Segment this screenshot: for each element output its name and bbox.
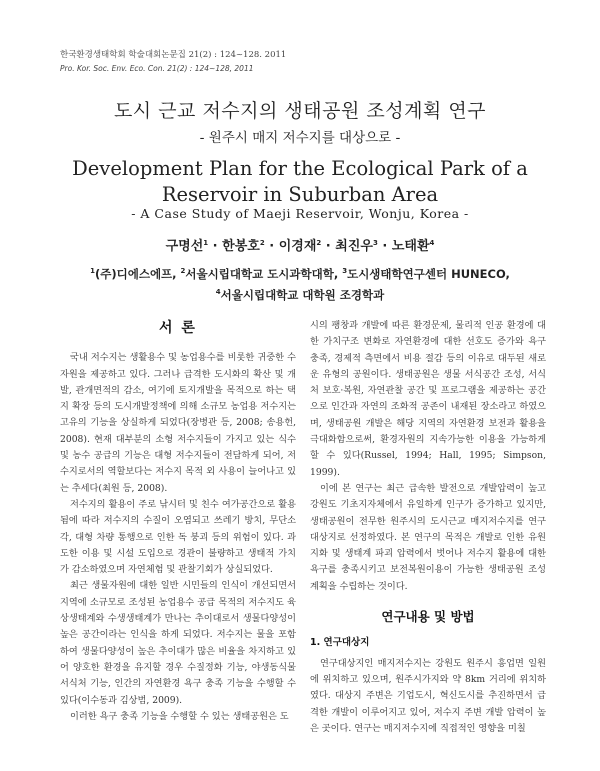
body-paragraph: 이에 본 연구는 최근 급속한 발전으로 개발압력이 높고 강원도 기초지자체에서 유일하게 인구가 증가하고 있지만, 생태공원이 전무한 원주시의 도시근교 매지저수지를 연구대상지로 선정하였다. 본 연구의 목적은 개발로 인한 유원지화 및 생태계 파괴 압력에서 벗어나 저수지 활용에 대한 욕구를 충족시키고 보전복원이용이 가능한 생태공원 조성계획을 수립하는 것이다. xyxy=(310,482,546,592)
author-affiliation-mark: 1 xyxy=(203,239,209,247)
body-paragraph: 최근 생물자원에 대한 일반 시민들의 인식이 개선되면서 지역에 소규모로 조성된 농업용수 공급 목적의 저수지도 육상생태계와 수생생태계가 만나는 추이대로서 생물다양성이 높은 공간이라는 인식을 하게 되었다. 저수지는 물을 포함하여 생물다양성이 높은 추이대가 많은 비율을 차지하고 있어 양호한 환경을 유지할 경우 수질정화 기능, 야생동식물 서식처 기능, 인간의 자연환경 욕구 충족 기능을 수행할 수 있다(이수동과 김상범, 2009). xyxy=(60,580,296,706)
paper-title-korean: 도시 근교 저수지의 생태공원 조성계획 연구 xyxy=(113,100,487,122)
affiliation-mark: 3 xyxy=(342,267,348,275)
paper-subtitle-english: - A Case Study of Maeji Reservoir, Wonju, Korea - xyxy=(131,206,469,221)
affiliation-2: 서울시립대학교 도시과학대학, xyxy=(185,267,343,281)
body-paragraph: 국내 저수지는 생활용수 및 농업용수를 비롯한 귀중한 수자원을 제공하고 있다. 그러나 급격한 도시화의 확산 및 개발, 관개면적의 감소, 여기에 토지개발을 목적으로 하는 택지 확장 등의 도시개발정책에 의해 소규모 농업용 저수지는 고유의 기능을 상실하게 되었다(장병관 등, 2008; 송용헌, 2008). 현재 대부분의 소형 저수지들이 가지고 있는 식수 및 농수 공급의 기능은 대형 저수지들이 전담하게 되어, 저수지로서의 역할보다는 저수지 목적 외 사용이 늘어나고 있는 추세다(최원 등, 2008). xyxy=(60,352,296,494)
author-name: 노태환 xyxy=(391,239,430,254)
author-name: 최진우 xyxy=(335,239,373,254)
author-list xyxy=(0,235,600,254)
author-name: 이경재 xyxy=(278,239,317,254)
author-name: 구명선 xyxy=(165,239,204,254)
affiliation-mark: 4 xyxy=(215,288,221,296)
right-column xyxy=(310,318,546,737)
affiliation-line-2 xyxy=(0,283,600,304)
author-separator: · xyxy=(321,239,336,254)
body-paragraph: 시의 팽창과 개발에 따른 환경문제, 물리적 인공 환경에 대한 가치구조 변화로 자연환경에 대한 선호도 증가와 욕구 충족, 경제적 측면에서 비용 절감 등의 이유로 대두된 새로운 유형의 공원이다. 생태공원은 생물 서식공간 조성, 서식처 보호·복원, 자연관찰 공간 및 프로그램을 제공하는 공간으로 인간과 자연의 조화적 공존이 내재된 장소라고 하였으며, 생태공원 개발은 해당 지역의 자연환경 보전과 활용을 극대화함으로써, 환경자원의 지속가능한 이용을 가능하게 할 수 있다(Russel, 1994; Hall, 1995; Simpson, 1999). xyxy=(310,320,546,478)
body-paragraph: 저수지의 활용이 주로 낚시터 및 친수 여가공간으로 활용됨에 따라 저수지의 수질이 오염되고 쓰레기 방치, 무단소각, 대형 차량 통행으로 인한 독 붕괴 등의 위험이 있다. 과도한 이용 및 시설 도입으로 경관이 불량하고 생태적 가치가 감소하였으며 자연체험 및 관찰기회가 상실되었다. xyxy=(60,498,296,576)
left-column xyxy=(60,318,296,725)
affiliation-1: (주)디에스에프, xyxy=(95,267,181,281)
journal-header xyxy=(60,48,286,76)
section-title-methods: 연구내용 및 방법 xyxy=(381,609,475,625)
affiliations xyxy=(0,262,600,304)
affiliation-mark: 2 xyxy=(180,267,186,275)
author-affiliation-mark: 2 xyxy=(316,239,322,247)
author-separator: · xyxy=(377,239,392,254)
journal-header-ko: 한국환경생태학회 학술대회논문집 21(2) : 124~128. 2011 xyxy=(60,50,287,60)
author-name: 한봉호 xyxy=(222,239,260,254)
subsection-title-study-site: 1. 연구대상지 xyxy=(310,637,370,649)
paper-subtitle-korean: - 원주시 매지 저수지를 대상으로 - xyxy=(199,130,401,146)
body-paragraph: 연구대상지인 매지저수지는 강원도 원주시 흥업면 일원에 위치하고 있으며, 원주시가지와 약 8km 거리에 위치하였다. 대상지 주변은 기업도시, 혁신도시를 추진하면서 급격한 개발이 이루어지고 있어, 저수지 주변 개발 압력이 높은 곳이다. 연구는 매지저수지에 직접적인 영향을 미칠 xyxy=(310,657,546,734)
author-separator: · xyxy=(208,239,223,254)
affiliation-4: 서울시립대학교 대학원 조경학과 xyxy=(220,288,385,302)
author-affiliation-mark: 3 xyxy=(372,239,378,247)
affiliation-line-1 xyxy=(0,262,600,283)
affiliation-3: 도시생태학연구센터 HUNECO, xyxy=(347,267,510,281)
affiliation-mark: 1 xyxy=(90,267,95,275)
author-affiliation-mark: 4 xyxy=(429,239,435,247)
author-separator: · xyxy=(264,239,279,254)
journal-header-en: Pro. Kor. Soc. Env. Eco. Con. 21(2) : 124~128, 2011 xyxy=(60,64,254,73)
paper-title-english: Development Plan for the Ecological Park of a Reservoir in Suburban Area xyxy=(72,157,528,206)
section-title-introduction: 서 론 xyxy=(159,320,197,336)
body-paragraph: 이러한 욕구 충족 기능을 수행할 수 있는 생태공원은 도 xyxy=(70,710,289,722)
author-affiliation-mark: 2 xyxy=(259,239,265,247)
